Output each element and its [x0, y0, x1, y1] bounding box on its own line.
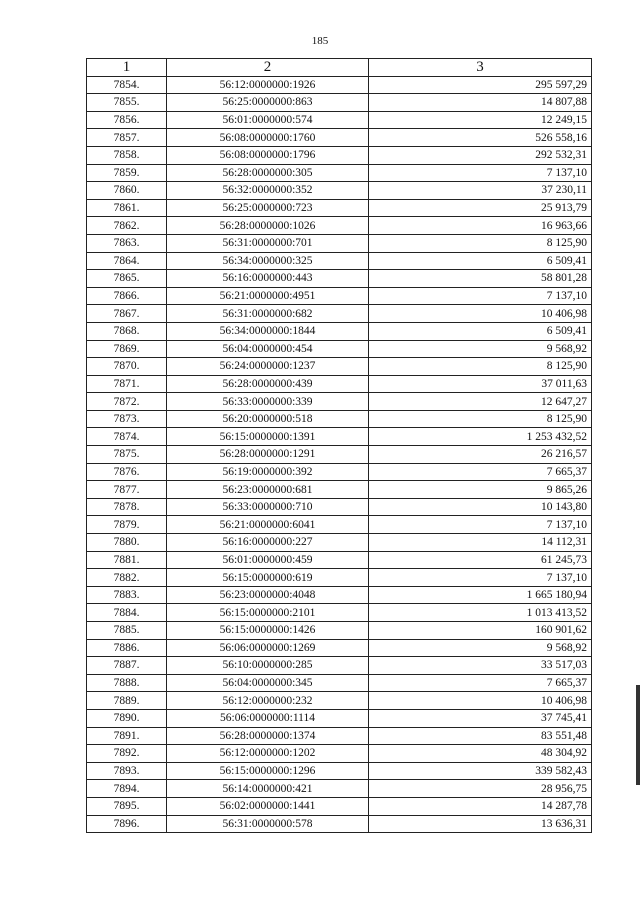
table-header-row	[87, 59, 592, 77]
row-number-cell: 7864.	[87, 252, 167, 270]
row-number-cell: 7882.	[87, 569, 167, 587]
cadastral-number-cell: 56:33:0000000:710	[167, 498, 369, 516]
amount-cell: 33 517,03	[369, 657, 592, 675]
cadastral-number-cell: 56:15:0000000:619	[167, 569, 369, 587]
amount-cell: 16 963,66	[369, 217, 592, 235]
row-number-cell: 7872.	[87, 393, 167, 411]
amount-cell: 10 406,98	[369, 305, 592, 323]
table-row	[87, 727, 592, 745]
table-row	[87, 692, 592, 710]
cadastral-number-cell: 56:28:0000000:305	[167, 164, 369, 182]
amount-cell: 339 582,43	[369, 762, 592, 780]
amount-cell: 295 597,29	[369, 76, 592, 94]
cadastral-number-cell: 56:28:0000000:1291	[167, 446, 369, 464]
table-row	[87, 94, 592, 112]
row-number-cell: 7871.	[87, 375, 167, 393]
table-row	[87, 199, 592, 217]
amount-cell: 37 230,11	[369, 182, 592, 200]
cadastral-number-cell: 56:04:0000000:345	[167, 674, 369, 692]
amount-cell: 7 137,10	[369, 516, 592, 534]
cadastral-number-cell: 56:08:0000000:1760	[167, 129, 369, 147]
row-number-cell: 7895.	[87, 797, 167, 815]
cadastral-number-cell: 56:04:0000000:454	[167, 340, 369, 358]
cadastral-number-cell: 56:25:0000000:723	[167, 199, 369, 217]
amount-cell: 7 137,10	[369, 569, 592, 587]
cadastral-number-cell: 56:28:0000000:1026	[167, 217, 369, 235]
cadastral-number-cell: 56:16:0000000:227	[167, 534, 369, 552]
table-row	[87, 129, 592, 147]
table-row	[87, 428, 592, 446]
row-number-cell: 7874.	[87, 428, 167, 446]
column-header: 2	[167, 59, 369, 77]
table-row	[87, 111, 592, 129]
amount-cell: 13 636,31	[369, 815, 592, 833]
amount-cell: 7 665,37	[369, 674, 592, 692]
table-row	[87, 305, 592, 323]
table-row	[87, 76, 592, 94]
row-number-cell: 7862.	[87, 217, 167, 235]
amount-cell: 9 568,92	[369, 639, 592, 657]
amount-cell: 9 865,26	[369, 481, 592, 499]
row-number-cell: 7890.	[87, 709, 167, 727]
cadastral-number-cell: 56:12:0000000:232	[167, 692, 369, 710]
row-number-cell: 7867.	[87, 305, 167, 323]
row-number-cell: 7889.	[87, 692, 167, 710]
cadastral-number-cell: 56:34:0000000:325	[167, 252, 369, 270]
row-number-cell: 7857.	[87, 129, 167, 147]
row-number-cell: 7873.	[87, 410, 167, 428]
cadastral-number-cell: 56:31:0000000:578	[167, 815, 369, 833]
row-number-cell: 7896.	[87, 815, 167, 833]
amount-cell: 526 558,16	[369, 129, 592, 147]
cadastral-number-cell: 56:33:0000000:339	[167, 393, 369, 411]
amount-cell: 9 568,92	[369, 340, 592, 358]
cadastral-number-cell: 56:15:0000000:1426	[167, 622, 369, 640]
amount-cell: 14 287,78	[369, 797, 592, 815]
amount-cell: 12 249,15	[369, 111, 592, 129]
table-row	[87, 604, 592, 622]
amount-cell: 12 647,27	[369, 393, 592, 411]
table-row	[87, 410, 592, 428]
row-number-cell: 7878.	[87, 498, 167, 516]
table-row	[87, 674, 592, 692]
table-row	[87, 358, 592, 376]
cadastral-number-cell: 56:15:0000000:1391	[167, 428, 369, 446]
row-number-cell: 7891.	[87, 727, 167, 745]
table-row	[87, 322, 592, 340]
table-row	[87, 287, 592, 305]
cadastral-number-cell: 56:12:0000000:1202	[167, 745, 369, 763]
table-row	[87, 481, 592, 499]
row-number-cell: 7893.	[87, 762, 167, 780]
table-row	[87, 446, 592, 464]
row-number-cell: 7856.	[87, 111, 167, 129]
amount-cell: 61 245,73	[369, 551, 592, 569]
page-number: 185	[311, 35, 329, 47]
row-number-cell: 7865.	[87, 270, 167, 288]
table-row	[87, 657, 592, 675]
table-row	[87, 393, 592, 411]
amount-cell: 48 304,92	[369, 745, 592, 763]
amount-cell: 7 665,37	[369, 463, 592, 481]
amount-cell: 1 013 413,52	[369, 604, 592, 622]
row-number-cell: 7884.	[87, 604, 167, 622]
cadastral-number-cell: 56:06:0000000:1114	[167, 709, 369, 727]
amount-cell: 7 137,10	[369, 287, 592, 305]
row-number-cell: 7886.	[87, 639, 167, 657]
table-row	[87, 569, 592, 587]
row-number-cell: 7877.	[87, 481, 167, 499]
table-row	[87, 217, 592, 235]
amount-cell: 1 665 180,94	[369, 586, 592, 604]
table-row	[87, 762, 592, 780]
amount-cell: 1 253 432,52	[369, 428, 592, 446]
data-table	[86, 58, 592, 833]
cadastral-number-cell: 56:15:0000000:2101	[167, 604, 369, 622]
table-row	[87, 270, 592, 288]
row-number-cell: 7854.	[87, 76, 167, 94]
table-body	[87, 76, 592, 833]
cadastral-number-cell: 56:10:0000000:285	[167, 657, 369, 675]
table-row	[87, 234, 592, 252]
amount-cell: 10 143,80	[369, 498, 592, 516]
cadastral-number-cell: 56:34:0000000:1844	[167, 322, 369, 340]
row-number-cell: 7881.	[87, 551, 167, 569]
row-number-cell: 7863.	[87, 234, 167, 252]
cadastral-number-cell: 56:02:0000000:1441	[167, 797, 369, 815]
row-number-cell: 7894.	[87, 780, 167, 798]
page-edge-mark	[636, 685, 640, 785]
table-row	[87, 182, 592, 200]
row-number-cell: 7883.	[87, 586, 167, 604]
amount-cell: 8 125,90	[369, 410, 592, 428]
amount-cell: 26 216,57	[369, 446, 592, 464]
table-row	[87, 164, 592, 182]
amount-cell: 37 011,63	[369, 375, 592, 393]
row-number-cell: 7859.	[87, 164, 167, 182]
row-number-cell: 7866.	[87, 287, 167, 305]
table-row	[87, 146, 592, 164]
row-number-cell: 7861.	[87, 199, 167, 217]
amount-cell: 292 532,31	[369, 146, 592, 164]
cadastral-number-cell: 56:28:0000000:1374	[167, 727, 369, 745]
column-header: 3	[369, 59, 592, 77]
amount-cell: 14 807,88	[369, 94, 592, 112]
cadastral-number-cell: 56:21:0000000:4951	[167, 287, 369, 305]
cadastral-number-cell: 56:21:0000000:6041	[167, 516, 369, 534]
cadastral-number-cell: 56:20:0000000:518	[167, 410, 369, 428]
row-number-cell: 7887.	[87, 657, 167, 675]
cadastral-number-cell: 56:31:0000000:701	[167, 234, 369, 252]
table-row	[87, 745, 592, 763]
row-number-cell: 7858.	[87, 146, 167, 164]
table-row	[87, 516, 592, 534]
amount-cell: 58 801,28	[369, 270, 592, 288]
row-number-cell: 7885.	[87, 622, 167, 640]
row-number-cell: 7888.	[87, 674, 167, 692]
row-number-cell: 7868.	[87, 322, 167, 340]
amount-cell: 10 406,98	[369, 692, 592, 710]
amount-cell: 25 913,79	[369, 199, 592, 217]
cadastral-number-cell: 56:28:0000000:439	[167, 375, 369, 393]
cadastral-number-cell: 56:32:0000000:352	[167, 182, 369, 200]
cadastral-number-cell: 56:12:0000000:1926	[167, 76, 369, 94]
amount-cell: 160 901,62	[369, 622, 592, 640]
table-row	[87, 586, 592, 604]
table-row	[87, 534, 592, 552]
table-row	[87, 375, 592, 393]
cadastral-number-cell: 56:01:0000000:459	[167, 551, 369, 569]
cadastral-number-cell: 56:06:0000000:1269	[167, 639, 369, 657]
table-row	[87, 780, 592, 798]
table-row	[87, 252, 592, 270]
cadastral-number-cell: 56:16:0000000:443	[167, 270, 369, 288]
row-number-cell: 7879.	[87, 516, 167, 534]
amount-cell: 28 956,75	[369, 780, 592, 798]
row-number-cell: 7855.	[87, 94, 167, 112]
row-number-cell: 7875.	[87, 446, 167, 464]
table-row	[87, 551, 592, 569]
amount-cell: 6 509,41	[369, 322, 592, 340]
table-row	[87, 797, 592, 815]
cadastral-number-cell: 56:14:0000000:421	[167, 780, 369, 798]
amount-cell: 8 125,90	[369, 358, 592, 376]
amount-cell: 14 112,31	[369, 534, 592, 552]
amount-cell: 83 551,48	[369, 727, 592, 745]
table-row	[87, 622, 592, 640]
cadastral-number-cell: 56:23:0000000:681	[167, 481, 369, 499]
row-number-cell: 7869.	[87, 340, 167, 358]
table-row	[87, 639, 592, 657]
amount-cell: 8 125,90	[369, 234, 592, 252]
column-header: 1	[87, 59, 167, 77]
row-number-cell: 7870.	[87, 358, 167, 376]
amount-cell: 7 137,10	[369, 164, 592, 182]
cadastral-number-cell: 56:15:0000000:1296	[167, 762, 369, 780]
table-row	[87, 498, 592, 516]
row-number-cell: 7892.	[87, 745, 167, 763]
row-number-cell: 7860.	[87, 182, 167, 200]
row-number-cell: 7880.	[87, 534, 167, 552]
cadastral-number-cell: 56:23:0000000:4048	[167, 586, 369, 604]
row-number-cell: 7876.	[87, 463, 167, 481]
cadastral-number-cell: 56:08:0000000:1796	[167, 146, 369, 164]
cadastral-number-cell: 56:25:0000000:863	[167, 94, 369, 112]
cadastral-number-cell: 56:19:0000000:392	[167, 463, 369, 481]
table-row	[87, 340, 592, 358]
amount-cell: 6 509,41	[369, 252, 592, 270]
table-row	[87, 815, 592, 833]
cadastral-number-cell: 56:01:0000000:574	[167, 111, 369, 129]
cadastral-number-cell: 56:31:0000000:682	[167, 305, 369, 323]
table-row	[87, 463, 592, 481]
amount-cell: 37 745,41	[369, 709, 592, 727]
table-row	[87, 709, 592, 727]
cadastral-number-cell: 56:24:0000000:1237	[167, 358, 369, 376]
